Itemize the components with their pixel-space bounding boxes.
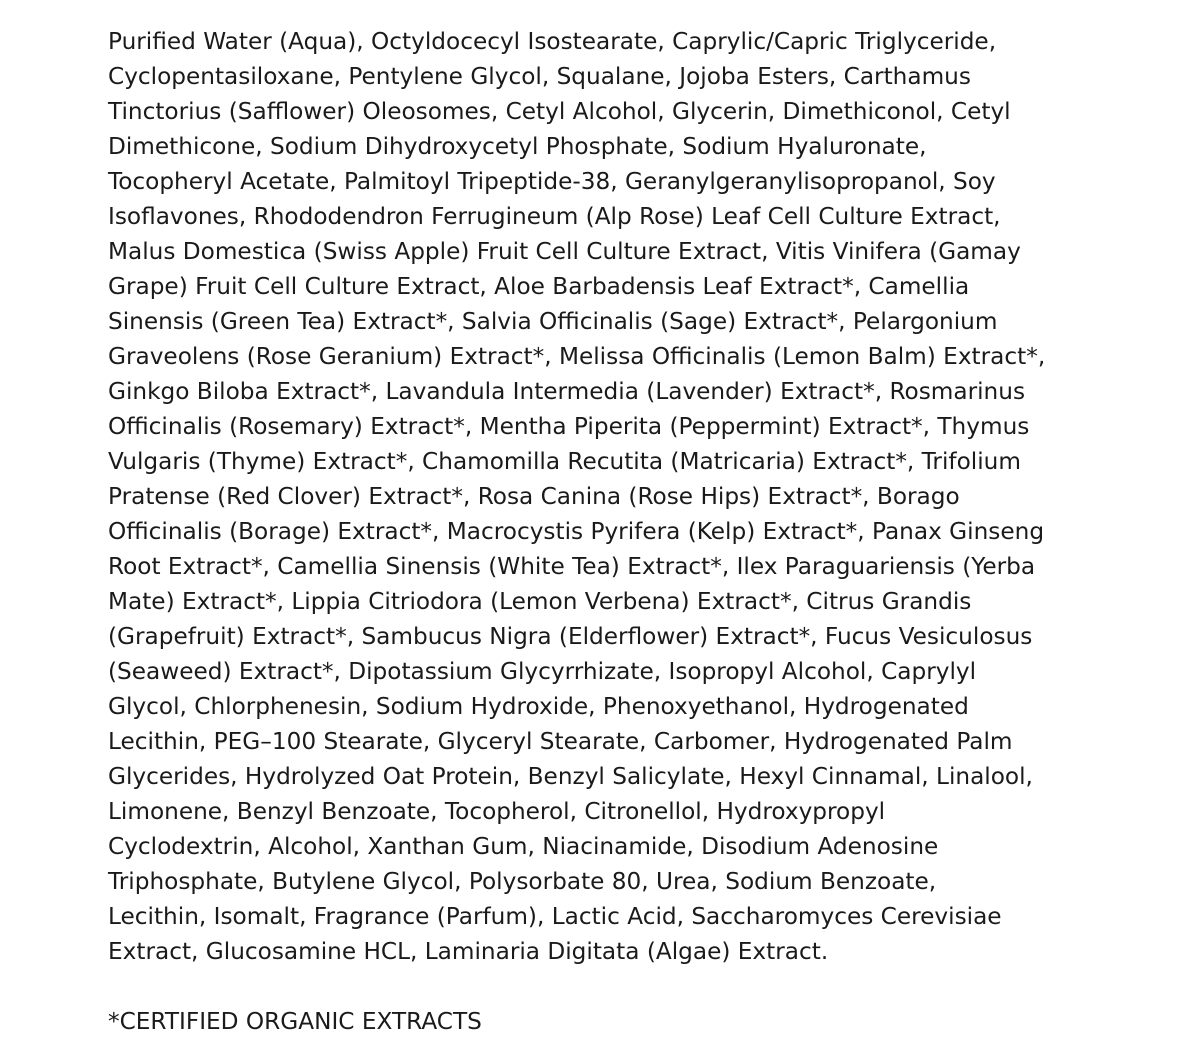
- ingredients-line: Malus Domestica (Swiss Apple) Fruit Cell Culture Extract, Vitis Vinifera (Gamay: [108, 238, 1021, 265]
- ingredients-line: Graveolens (Rose Geranium) Extract*, Melissa Officinalis (Lemon Balm) Extract*,: [108, 343, 1046, 370]
- ingredients-line: Pratense (Red Clover) Extract*, Rosa Canina (Rose Hips) Extract*, Borago: [108, 483, 960, 510]
- ingredients-line: Tocopheryl Acetate, Palmitoyl Tripeptide-38, Geranylgeranylisopropanol, Soy: [108, 168, 996, 195]
- ingredients-list: [108, 24, 1108, 969]
- ingredients-line: Lecithin, PEG–100 Stearate, Glyceryl Stearate, Carbomer, Hydrogenated Palm: [108, 728, 1013, 755]
- ingredients-line: Root Extract*, Camellia Sinensis (White Tea) Extract*, Ilex Paraguariensis (Yerba: [108, 553, 1036, 580]
- ingredients-line: Triphosphate, Butylene Glycol, Polysorbate 80, Urea, Sodium Benzoate,: [108, 868, 937, 895]
- ingredients-line: Tinctorius (Safflower) Oleosomes, Cetyl Alcohol, Glycerin, Dimethiconol, Cetyl: [108, 98, 1011, 125]
- ingredients-line: Glycerides, Hydrolyzed Oat Protein, Benzyl Salicylate, Hexyl Cinnamal, Linalool,: [108, 763, 1033, 790]
- ingredients-line: Extract, Glucosamine HCL, Laminaria Digitata (Algae) Extract.: [108, 938, 829, 965]
- ingredients-line: Mate) Extract*, Lippia Citriodora (Lemon Verbena) Extract*, Citrus Grandis: [108, 588, 972, 615]
- organic-footnote: *CERTIFIED ORGANIC EXTRACTS: [108, 1008, 482, 1035]
- ingredients-line: (Grapefruit) Extract*, Sambucus Nigra (Elderflower) Extract*, Fucus Vesiculosus: [108, 623, 1033, 650]
- ingredients-line: Glycol, Chlorphenesin, Sodium Hydroxide, Phenoxyethanol, Hydrogenated: [108, 693, 969, 720]
- ingredients-line: Lecithin, Isomalt, Fragrance (Parfum), Lactic Acid, Saccharomyces Cerevisiae: [108, 903, 1002, 930]
- ingredients-document: [108, 24, 1108, 1039]
- ingredients-line: Grape) Fruit Cell Culture Extract, Aloe Barbadensis Leaf Extract*, Camellia: [108, 273, 970, 300]
- ingredients-line: Dimethicone, Sodium Dihydroxycetyl Phosphate, Sodium Hyaluronate,: [108, 133, 927, 160]
- paragraph-spacer: [108, 969, 1108, 1004]
- ingredients-line: Purified Water (Aqua), Octyldocecyl Isostearate, Caprylic/Capric Triglyceride,: [108, 28, 997, 55]
- ingredients-line: Officinalis (Rosemary) Extract*, Mentha Piperita (Peppermint) Extract*, Thymus: [108, 413, 1030, 440]
- ingredients-line: Sinensis (Green Tea) Extract*, Salvia Officinalis (Sage) Extract*, Pelargonium: [108, 308, 998, 335]
- ingredients-line: Cyclopentasiloxane, Pentylene Glycol, Squalane, Jojoba Esters, Carthamus: [108, 63, 971, 90]
- ingredients-line: Cyclodextrin, Alcohol, Xanthan Gum, Niacinamide, Disodium Adenosine: [108, 833, 939, 860]
- ingredients-line: Isoflavones, Rhododendron Ferrugineum (Alp Rose) Leaf Cell Culture Extract,: [108, 203, 1001, 230]
- ingredients-line: Limonene, Benzyl Benzoate, Tocopherol, Citronellol, Hydroxypropyl: [108, 798, 886, 825]
- ingredients-line: Vulgaris (Thyme) Extract*, Chamomilla Recutita (Matricaria) Extract*, Trifolium: [108, 448, 1021, 475]
- ingredients-line: Ginkgo Biloba Extract*, Lavandula Intermedia (Lavender) Extract*, Rosmarinus: [108, 378, 1026, 405]
- ingredients-line: (Seaweed) Extract*, Dipotassium Glycyrrhizate, Isopropyl Alcohol, Caprylyl: [108, 658, 977, 685]
- ingredients-line: Officinalis (Borage) Extract*, Macrocystis Pyrifera (Kelp) Extract*, Panax Ginseng: [108, 518, 1045, 545]
